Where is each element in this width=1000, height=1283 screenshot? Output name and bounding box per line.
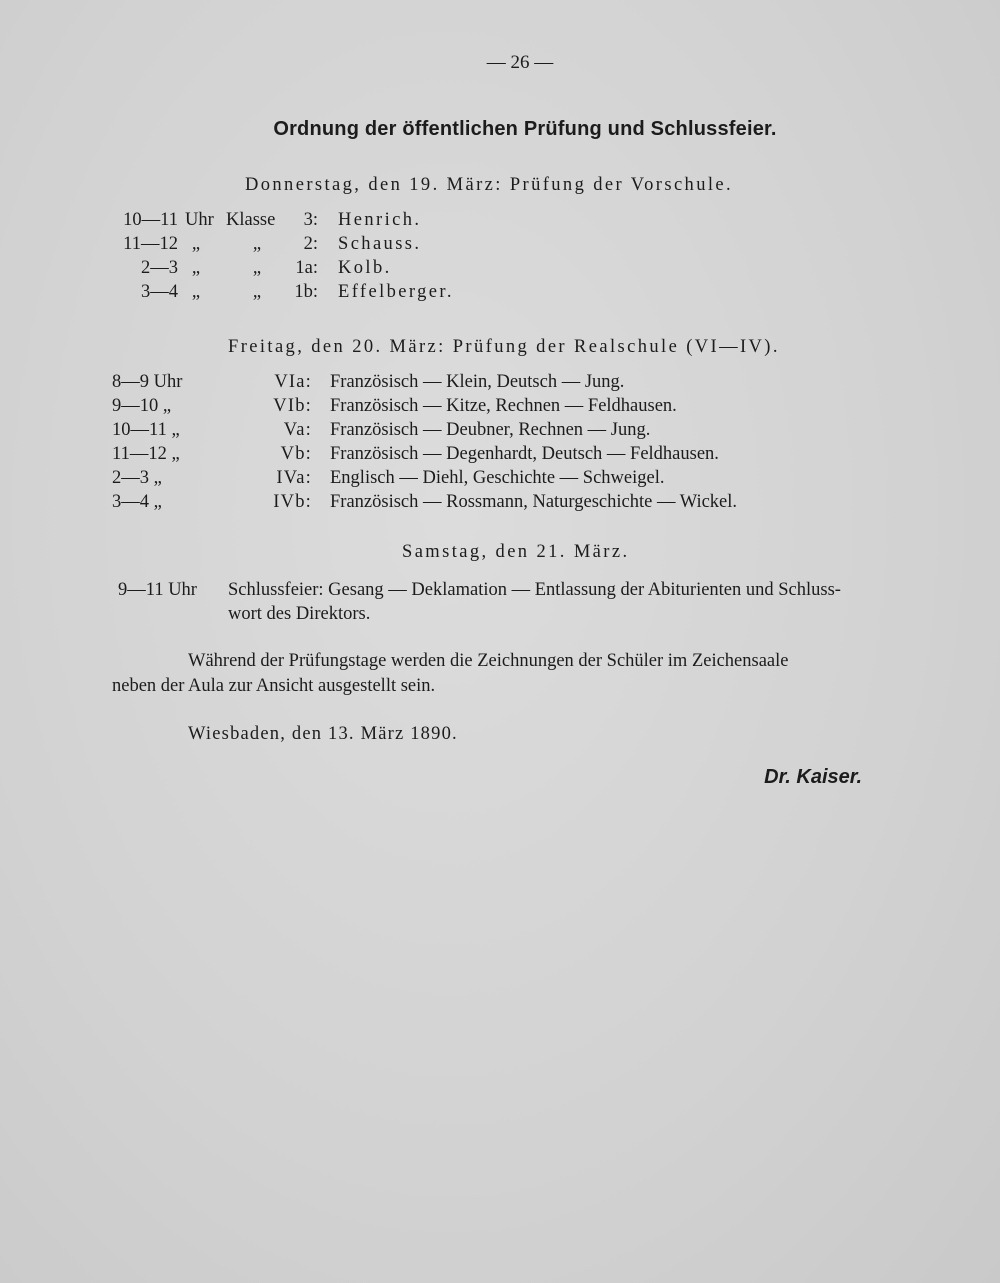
page-title: Ordnung der öffentlichen Prüfung und Schlussfeier. (273, 118, 777, 140)
thu-class-num: 2: (303, 234, 318, 254)
fri-time: 11—12 „ (112, 444, 180, 464)
fri-class: IVa: (276, 468, 312, 488)
fri-subjects: Französisch — Klein, Deutsch — Jung. (330, 372, 625, 392)
thu-time: 11—12 (123, 234, 178, 254)
fri-time: 9—10 „ (112, 396, 172, 416)
thu-klasse: „ (252, 258, 262, 278)
thu-unit: „ (191, 282, 201, 302)
fri-class: Va: (283, 420, 312, 440)
thursday-heading: Donnerstag, den 19. März: Prüfung der Vorschule. (245, 175, 734, 195)
note-line1: Während der Prüfungstage werden die Zeichnungen der Schüler im Zeichensaale (188, 651, 789, 671)
thu-teacher: Kolb. (338, 258, 392, 278)
saturday-heading: Samstag, den 21. März. (402, 542, 630, 562)
thu-time: 3—4 (141, 282, 178, 302)
fri-time: 3—4 „ (112, 492, 162, 512)
thu-unit: „ (191, 258, 201, 278)
thu-time: 2—3 (141, 258, 178, 278)
saturday-text-line1: Schlussfeier: Gesang — Deklamation — Entlassung der Abiturienten und Schluss- (228, 580, 841, 600)
thu-teacher: Effelberger. (338, 282, 454, 302)
thu-klasse: „ (252, 282, 262, 302)
friday-heading: Freitag, den 20. März: Prüfung der Realschule (VI—IV). (228, 337, 780, 357)
fri-time: 10—11 „ (112, 420, 180, 440)
fri-subjects: Französisch — Rossmann, Naturgeschichte — Wickel. (330, 492, 738, 512)
thu-time: 10—11 (123, 210, 178, 230)
thu-teacher: Schauss. (338, 234, 422, 254)
thu-unit: „ (191, 234, 201, 254)
page-number: — 26 — (486, 52, 554, 73)
fri-subjects: Französisch — Kitze, Rechnen — Feldhausen. (330, 396, 677, 416)
thu-class-num: 1b: (294, 282, 318, 302)
thu-class-num: 3: (303, 210, 318, 230)
signature: Dr. Kaiser. (764, 766, 862, 788)
fri-subjects: Englisch — Diehl, Geschichte — Schweigel. (330, 468, 665, 488)
thu-teacher: Henrich. (338, 210, 422, 230)
fri-class: VIb: (273, 396, 312, 416)
fri-class: Vb: (280, 444, 312, 464)
fri-subjects: Französisch — Deubner, Rechnen — Jung. (330, 420, 651, 440)
note-line2: neben der Aula zur Ansicht ausgestellt sein. (112, 676, 436, 696)
fri-subjects: Französisch — Degenhardt, Deutsch — Feldhausen. (330, 444, 719, 464)
fri-class: VIa: (274, 372, 312, 392)
saturday-text-line2: wort des Direktors. (228, 604, 371, 624)
fri-class: IVb: (273, 492, 312, 512)
saturday-time: 9—11 Uhr (118, 580, 197, 600)
fri-time: 8—9 Uhr (112, 372, 183, 392)
thu-class-num: 1a: (295, 258, 318, 278)
thu-klasse: „ (252, 234, 262, 254)
fri-time: 2—3 „ (112, 468, 162, 488)
thu-klasse: Klasse (226, 210, 276, 230)
place-date: Wiesbaden, den 13. März 1890. (188, 724, 458, 744)
thu-unit: Uhr (185, 210, 214, 230)
